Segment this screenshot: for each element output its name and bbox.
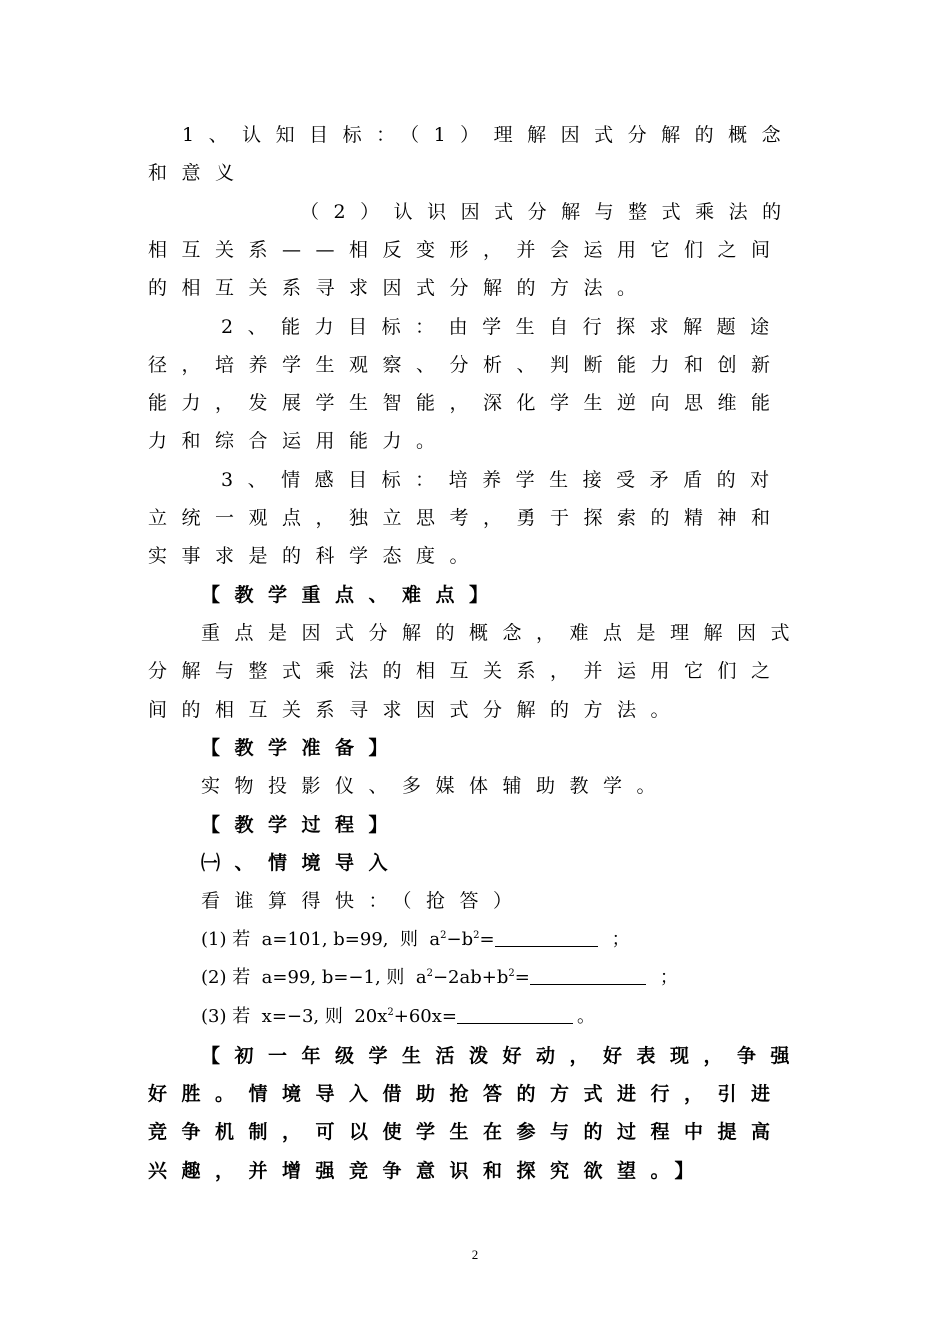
- ability-objective: 2、能力目标：由学生自行探求解题途: [221, 316, 784, 338]
- emotion-objective-end: 实事求是的科学态度。: [148, 545, 484, 567]
- key-points-line-3: 间的相互关系寻求因式分解的方法。: [148, 699, 685, 721]
- cognitive-objective-1: 1、认知目标：（1）理解因式分解的概念: [182, 124, 796, 146]
- question-3: (3) 若 x=−3, 则 $20x^2+60x=$ 。: [201, 1006, 595, 1027]
- section-heading-situation: ㈠、情境导入: [201, 852, 403, 874]
- ability-objective-cont-1: 径，培养学生观察、分析、判断能力和创新: [148, 354, 785, 376]
- teaching-note-line-1: 【初一年级学生活泼好动，好表现，争强: [201, 1045, 805, 1067]
- preparation-heading: 【教学准备】: [201, 737, 403, 759]
- teaching-note-line-3: 竞争机制，可以使学生在参与的过程中提高: [148, 1121, 785, 1143]
- question-1: (1) 若 a=101, b=99, 则 $a^2-b^2=$ ；: [201, 929, 630, 950]
- cognitive-objective-2-cont: 相互关系——相反变形，并会运用它们之间: [148, 239, 785, 261]
- ability-objective-end: 力和综合运用能力。: [148, 430, 450, 452]
- key-points-heading: 【教学重点、难点】: [201, 584, 503, 606]
- answer-blank-1: [495, 930, 598, 947]
- process-heading: 【教学过程】: [201, 814, 403, 836]
- question-2: (2) 若 a=99, b=−1, 则 $a^2-2ab+b^2=$ ；: [201, 967, 678, 988]
- cognitive-objective-2: （2）认识因式分解与整式乘法的: [300, 201, 796, 223]
- cognitive-objective-1-cont: 和意义: [148, 162, 249, 184]
- cognitive-objective-2-end: 的相互关系寻求因式分解的方法。: [148, 277, 651, 299]
- emotion-objective-cont: 立统一观点，独立思考，勇于探索的精神和: [148, 507, 785, 529]
- quick-answer-prompt: 看谁算得快：（抢答）: [201, 890, 527, 912]
- answer-blank-2: [530, 968, 646, 985]
- ability-objective-cont-2: 能力，发展学生智能，深化学生逆向思维能: [148, 392, 785, 414]
- answer-blank-3: [457, 1007, 573, 1024]
- preparation-text: 实物投影仪、多媒体辅助教学。: [201, 775, 671, 797]
- teaching-note-line-4: 兴趣，并增强竞争意识和探究欲望。】: [148, 1160, 709, 1182]
- teaching-note-line-2: 好胜。情境导入借助抢答的方式进行，引进: [148, 1083, 785, 1105]
- emotion-objective: 3、情感目标：培养学生接受矛盾的对: [221, 469, 784, 491]
- key-points-line-2: 分解与整式乘法的相互关系，并运用它们之: [148, 660, 785, 682]
- page-number: 2: [471, 1247, 479, 1262]
- key-points-line-1: 重点是因式分解的概念，难点是理解因式: [201, 622, 805, 644]
